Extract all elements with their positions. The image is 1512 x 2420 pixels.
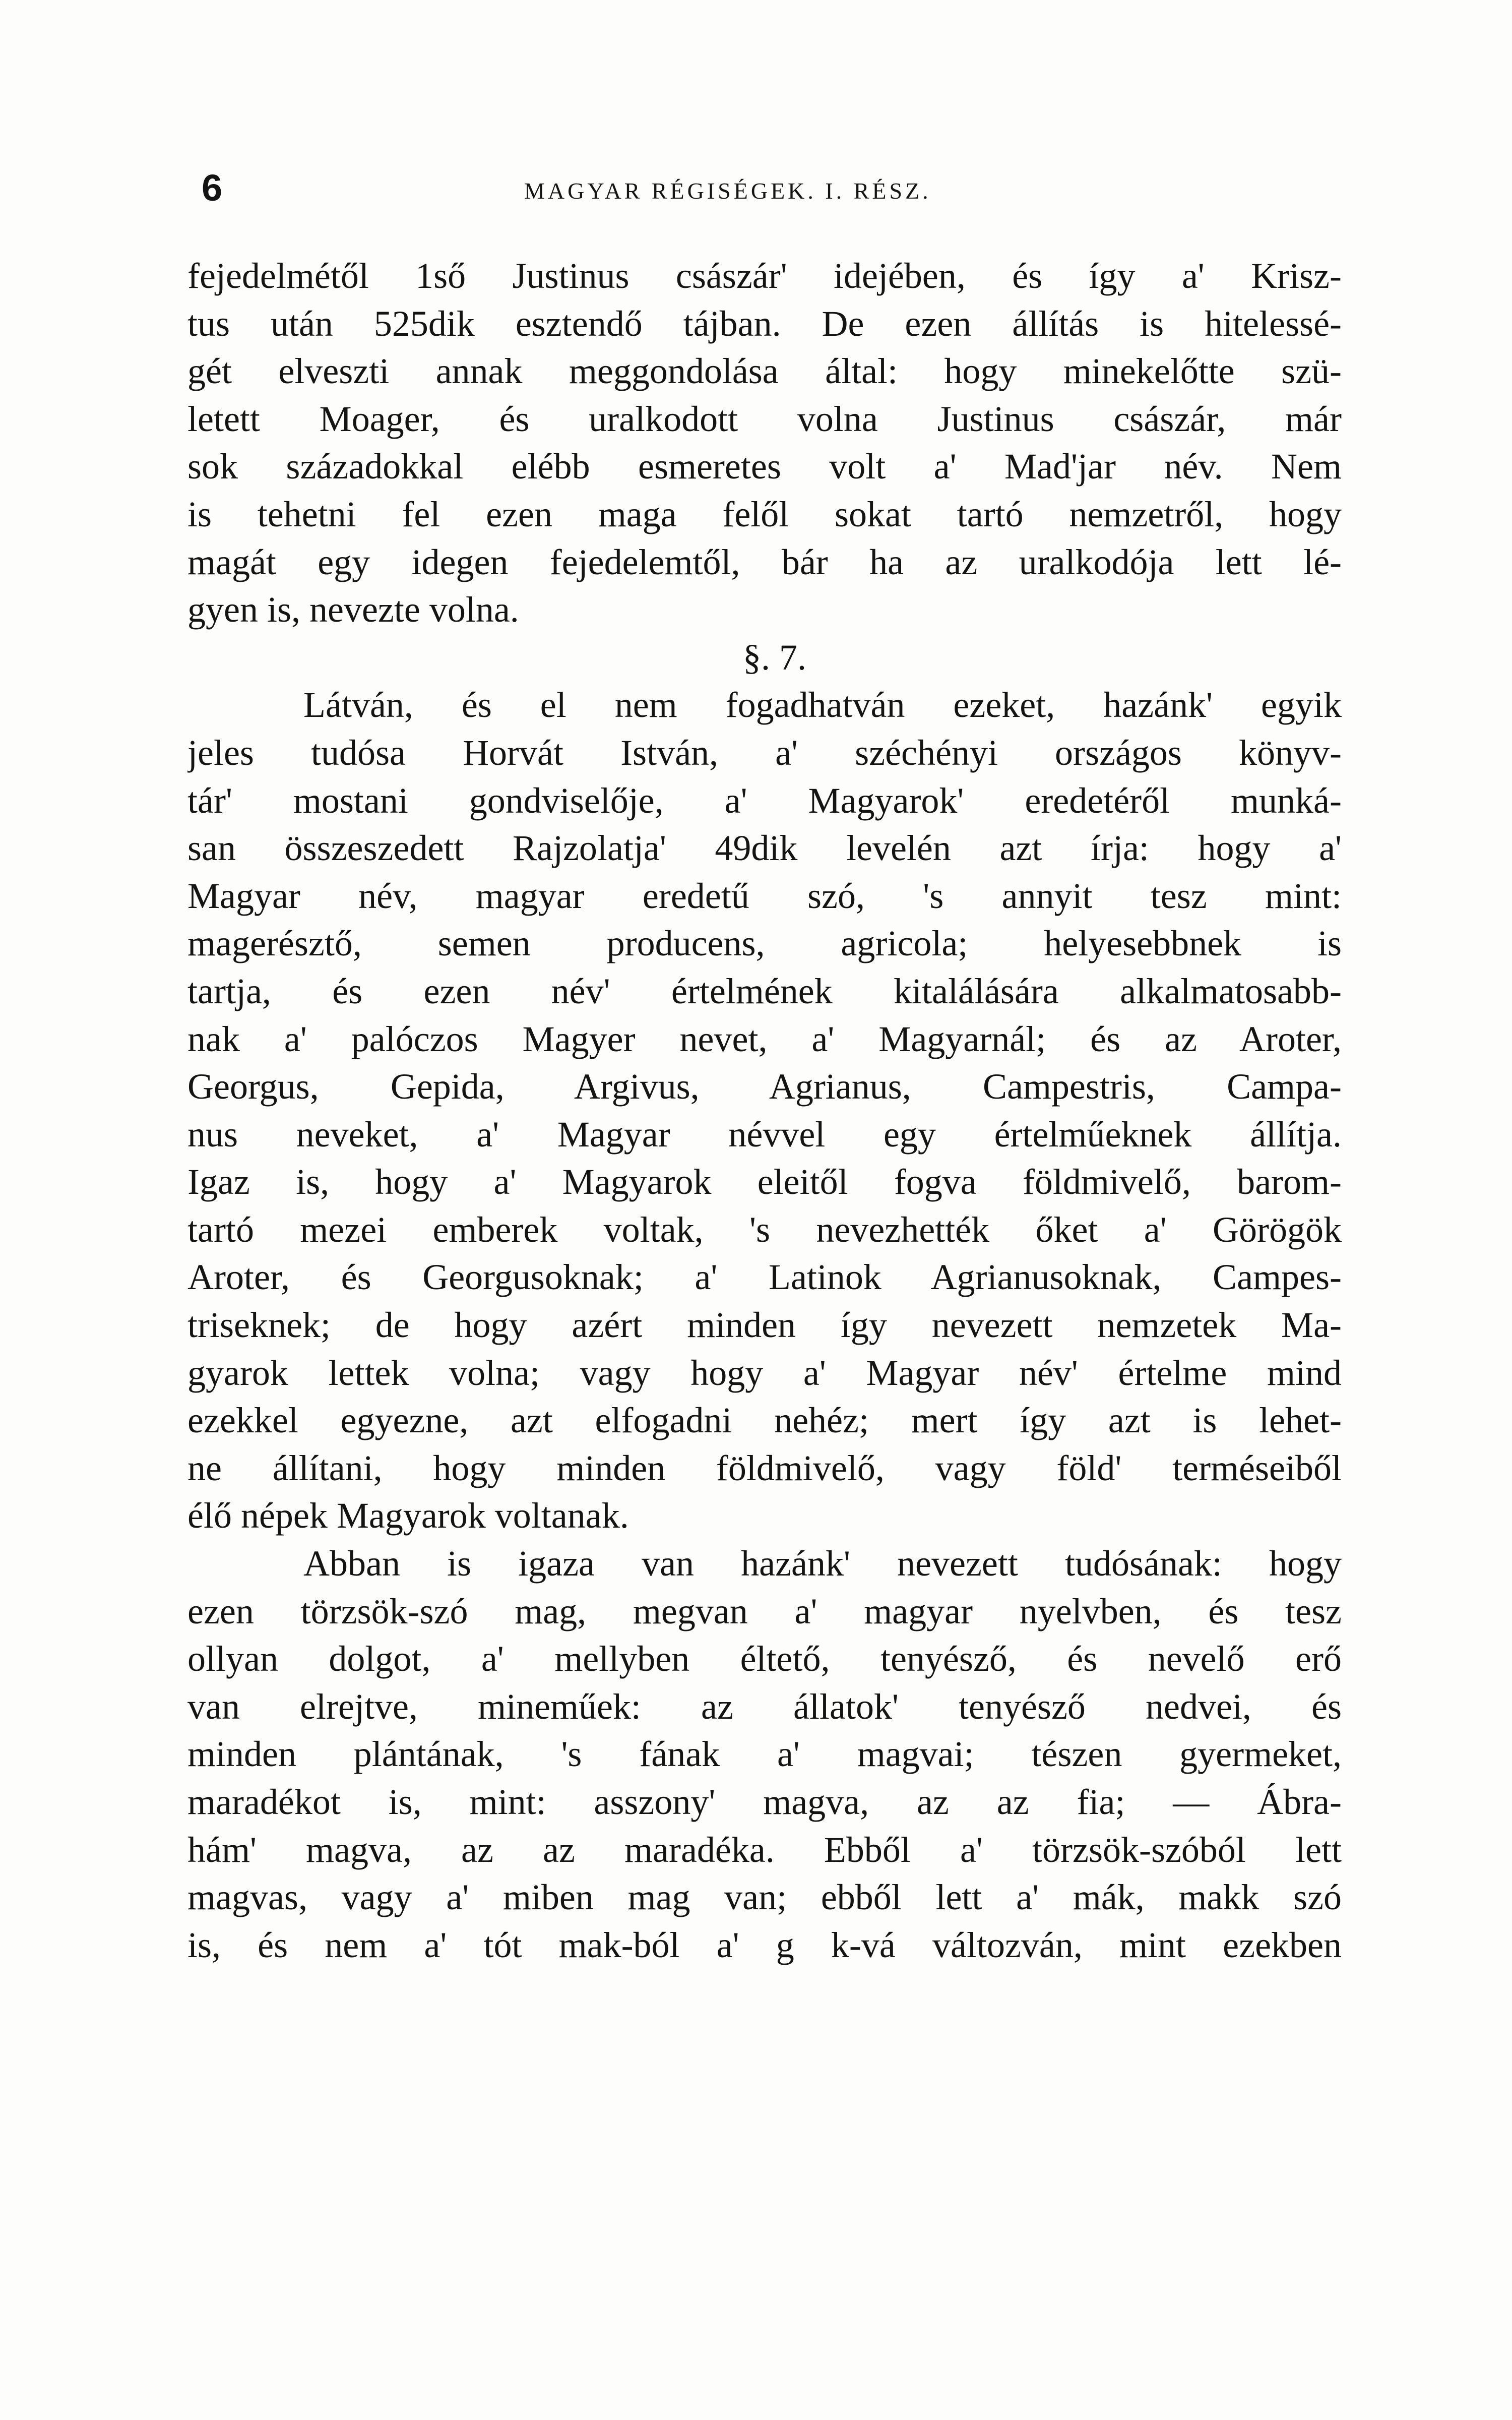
section-heading-text: §. 7. [743, 637, 806, 678]
text-line: Igaz is, hogy a' Magyarok eleitől fogva földmivelő, barom- [187, 1162, 1342, 1202]
text-line: gyen is, nevezte volna. [187, 589, 519, 630]
text-line: Abban is igaza van hazánk' nevezett tudósának: hogy [303, 1543, 1342, 1584]
text-line: triseknek; de hogy azért minden így nevezett nemzetek Ma- [187, 1305, 1342, 1346]
text-line: ollyan dolgot, a' mellyben éltető, tenyésző, és nevelő erő [187, 1639, 1342, 1679]
text-line: tus után 525dik esztendő tájban. De ezen állítás is hitelessé- [187, 303, 1342, 344]
running-head-title: MAGYAR RÉGISÉGEK. I. RÉSZ. [524, 178, 931, 204]
running-head [202, 166, 1336, 227]
text-line: nak a' palóczos Magyer nevet, a' Magyarnál; és az Aroter, [187, 1018, 1342, 1059]
text-line: sok századokkal elébb esmeretes volt a' Mad'jar név. Nem [187, 446, 1342, 487]
text-line: letett Moager, és uralkodott volna Justinus császár, már [187, 398, 1342, 439]
text-line: ezen törzsök-szó mag, megvan a' magyar nyelvben, és tesz [187, 1591, 1342, 1631]
page-number: 6 [202, 167, 223, 209]
body-text [187, 252, 1342, 1969]
text-line: van elrejtve, mineműek: az állatok' tenyésző nedvei, és [187, 1686, 1342, 1727]
text-line: gét elveszti annak meggondolása által: hogy minekelőtte szü- [187, 351, 1342, 392]
text-line: is, és nem a' tót mak-ból a' g k-vá változván, mint ezekben [187, 1924, 1342, 1965]
section-heading [187, 634, 1342, 682]
text-line: nus neveket, a' Magyar névvel egy értelműeknek állítja. [187, 1114, 1342, 1155]
text-line: ne állítani, hogy minden földmivelő, vagy föld' terméseiből [187, 1447, 1342, 1488]
text-line: jeles tudósa Horvát István, a' széchényi országos könyv- [187, 732, 1342, 773]
text-line: tartja, és ezen név' értelmének kitalálására alkalmatosabb- [187, 971, 1342, 1011]
text-line: Georgus, Gepida, Argivus, Agrianus, Campestris, Campa- [187, 1066, 1342, 1107]
text-line: tartó mezei emberek voltak, 's nevezhették őket a' Görögök [187, 1209, 1342, 1250]
text-line: élő népek Magyarok voltanak. [187, 1495, 629, 1536]
text-line: gyarok lettek volna; vagy hogy a' Magyar név' értelme mind [187, 1352, 1342, 1393]
text-line: hám' magva, az az maradéka. Ebből a' törzsök-szóból lett [187, 1829, 1342, 1870]
text-line: Látván, és el nem fogadhatván ezeket, hazánk' egyik [303, 685, 1342, 725]
text-line: ezekkel egyezne, azt elfogadni nehéz; mert így azt is lehet- [187, 1400, 1342, 1441]
text-line: Aroter, és Georgusoknak; a' Latinok Agrianusoknak, Campes- [187, 1257, 1342, 1298]
text-line: tár' mostani gondviselője, a' Magyarok' eredetéről munká- [187, 780, 1342, 821]
text-line: is tehetni fel ezen maga felől sokat tartó nemzetről, hogy [187, 494, 1342, 534]
text-line: san összeszedett Rajzolatja' 49dik levelén azt írja: hogy a' [187, 828, 1342, 869]
text-line: minden plántának, 's fának a' magvai; tészen gyermeket, [187, 1734, 1342, 1775]
text-line: magerésztő, semen producens, agricola; helyesebbnek is [187, 923, 1342, 964]
text-line: fejedelmétől 1ső Justinus császár' idejében, és így a' Krisz- [187, 256, 1342, 296]
text-line: magát egy idegen fejedelemtől, bár ha az uralkodója lett lé- [187, 541, 1342, 582]
text-line: Magyar név, magyar eredetű szó, 's annyit tesz mint: [187, 875, 1342, 916]
text-line: maradékot is, mint: asszony' magva, az az fia; — Ábra- [187, 1782, 1342, 1822]
text-line: magvas, vagy a' miben mag van; ebből lett a' mák, makk szó [187, 1877, 1342, 1918]
